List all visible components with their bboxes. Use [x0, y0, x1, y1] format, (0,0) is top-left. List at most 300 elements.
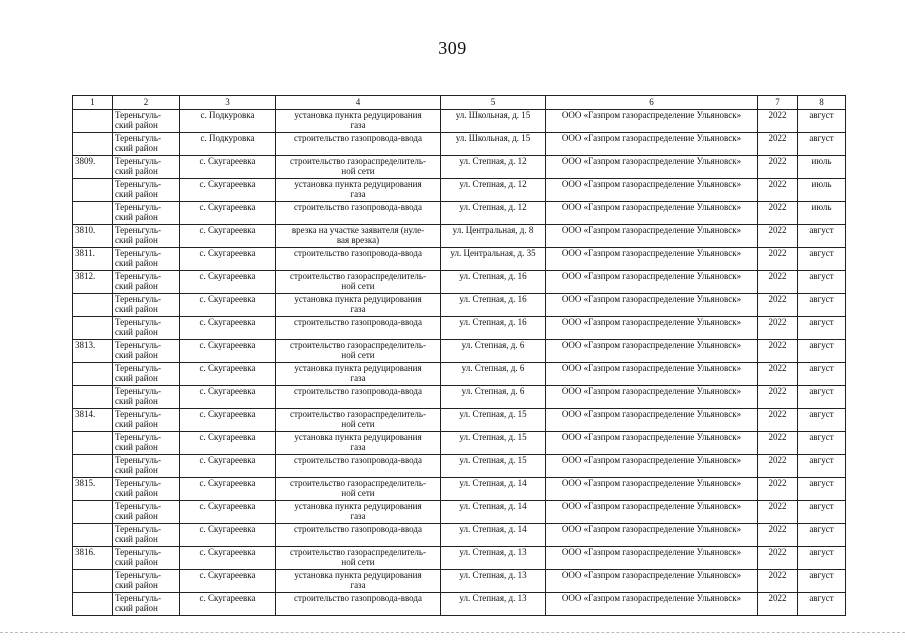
row-number: [73, 110, 113, 133]
region-cell: [113, 225, 180, 248]
month-cell-text: август: [809, 547, 834, 557]
region-cell: [113, 133, 180, 156]
region-cell-text: Тереньгуль-: [115, 271, 161, 281]
year-cell-text: 2022: [768, 547, 787, 557]
organization-cell-text: ООО «Газпром газораспределение Ульяновск»: [561, 593, 742, 603]
region-cell: [113, 386, 180, 409]
work-cell: [276, 501, 441, 524]
row-number-text: 3811.: [75, 248, 95, 258]
settlement-cell-text: с. Скугареевка: [199, 432, 256, 442]
table-row: [73, 432, 846, 455]
address-cell: [441, 294, 546, 317]
work-cell-text: ной сети: [341, 281, 375, 291]
settlement-cell: [180, 225, 276, 248]
table-row: [73, 455, 846, 478]
table-row: [73, 340, 846, 363]
settlement-cell-text: с. Скугареевка: [199, 317, 256, 327]
year-cell: [758, 179, 798, 202]
region-cell-text: Тереньгуль-: [115, 386, 161, 396]
work-cell: [276, 294, 441, 317]
region-cell-text: ский район: [115, 143, 158, 153]
work-cell-text: установка пункта редуцирования: [294, 110, 422, 120]
region-cell: [113, 363, 180, 386]
year-cell: [758, 478, 798, 501]
settlement-cell-text: с. Скугареевка: [199, 340, 256, 350]
row-number: [73, 432, 113, 455]
month-cell: [798, 133, 846, 156]
table-row: [73, 133, 846, 156]
region-cell-text: ский район: [115, 603, 158, 613]
year-cell-text: 2022: [768, 156, 787, 166]
work-cell-text: строительство газопровода-ввода: [294, 386, 422, 396]
organization-cell: [546, 409, 758, 432]
organization-cell: [546, 156, 758, 179]
year-cell-text: 2022: [768, 478, 787, 488]
address-cell-text: ул. Степная, д. 15: [459, 432, 527, 442]
organization-cell-text: ООО «Газпром газораспределение Ульяновск»: [561, 340, 742, 350]
organization-cell-text: ООО «Газпром газораспределение Ульяновск»: [561, 524, 742, 534]
address-cell-text: ул. Степная, д. 13: [459, 593, 527, 603]
month-cell: [798, 156, 846, 179]
year-cell: [758, 501, 798, 524]
organization-cell: [546, 340, 758, 363]
work-cell-text: газа: [350, 580, 366, 590]
region-cell-text: Тереньгуль-: [115, 501, 161, 511]
address-cell: [441, 501, 546, 524]
settlement-cell-text: с. Скугареевка: [199, 294, 256, 304]
month-cell: [798, 317, 846, 340]
address-cell: [441, 547, 546, 570]
table-row: [73, 409, 846, 432]
organization-cell-text: ООО «Газпром газораспределение Ульяновск»: [561, 225, 742, 235]
year-cell-text: 2022: [768, 179, 787, 189]
month-cell: [798, 524, 846, 547]
work-cell: [276, 271, 441, 294]
address-cell-text: ул. Степная, д. 16: [459, 317, 527, 327]
month-cell: [798, 340, 846, 363]
organization-cell: [546, 225, 758, 248]
month-cell-text: август: [809, 363, 834, 373]
settlement-cell-text: с. Скугареевка: [199, 156, 256, 166]
settlement-cell: [180, 547, 276, 570]
work-cell: [276, 156, 441, 179]
address-cell: [441, 593, 546, 616]
row-number-text: 3810.: [75, 225, 96, 235]
work-cell: [276, 593, 441, 616]
work-cell-text: строительство газопровода-ввода: [294, 524, 422, 534]
work-cell-text: установка пункта редуцирования: [294, 179, 422, 189]
year-cell: [758, 317, 798, 340]
work-cell-text: строительство газораспределитель-: [289, 547, 426, 557]
year-cell-text: 2022: [768, 409, 787, 419]
work-cell-text: строительство газораспределитель-: [289, 156, 426, 166]
address-cell-text: ул. Степная, д. 12: [459, 179, 527, 189]
row-number-text: 3815.: [75, 478, 96, 488]
region-cell: [113, 110, 180, 133]
organization-cell: [546, 455, 758, 478]
settlement-cell: [180, 110, 276, 133]
region-cell: [113, 501, 180, 524]
year-cell-text: 2022: [768, 294, 787, 304]
row-number: [73, 570, 113, 593]
address-cell-text: ул. Степная, д. 6: [461, 340, 525, 350]
organization-cell-text: ООО «Газпром газораспределение Ульяновск»: [561, 501, 742, 511]
year-cell-text: 2022: [768, 340, 787, 350]
work-cell-text: строительство газораспределитель-: [289, 271, 426, 281]
row-number: [73, 294, 113, 317]
settlement-cell-text: с. Скугареевка: [199, 455, 256, 465]
table-row: [73, 110, 846, 133]
table-row: [73, 386, 846, 409]
region-cell: [113, 294, 180, 317]
month-cell-text: август: [809, 248, 834, 258]
settlement-cell-text: с. Скугареевка: [199, 501, 256, 511]
row-number: [73, 133, 113, 156]
organization-cell: [546, 202, 758, 225]
address-cell-text: ул. Степная, д. 6: [461, 363, 525, 373]
region-cell-text: Тереньгуль-: [115, 547, 161, 557]
settlement-cell: [180, 501, 276, 524]
region-cell: [113, 271, 180, 294]
organization-cell: [546, 524, 758, 547]
organization-cell: [546, 432, 758, 455]
settlement-cell-text: с. Скугареевка: [199, 202, 256, 212]
work-cell-text: ной сети: [341, 350, 375, 360]
work-cell: [276, 524, 441, 547]
work-cell-text: газа: [350, 120, 366, 130]
work-cell: [276, 386, 441, 409]
year-cell: [758, 271, 798, 294]
year-cell: [758, 593, 798, 616]
address-cell: [441, 455, 546, 478]
settlement-cell-text: с. Скугареевка: [199, 409, 256, 419]
month-cell-text: август: [809, 501, 834, 511]
row-number-text: 3816.: [75, 547, 96, 557]
work-cell-text: ной сети: [341, 488, 375, 498]
region-cell: [113, 156, 180, 179]
organization-cell-text: ООО «Газпром газораспределение Ульяновск»: [561, 409, 742, 419]
address-cell: [441, 133, 546, 156]
address-cell: [441, 110, 546, 133]
region-cell-text: ский район: [115, 120, 158, 130]
work-cell-text: установка пункта редуцирования: [294, 570, 422, 580]
region-cell: [113, 570, 180, 593]
work-cell-text: установка пункта редуцирования: [294, 363, 422, 373]
work-cell: [276, 110, 441, 133]
month-cell: [798, 294, 846, 317]
year-cell: [758, 110, 798, 133]
month-cell-text: август: [809, 225, 834, 235]
work-cell: [276, 317, 441, 340]
region-cell-text: ский район: [115, 281, 158, 291]
month-cell-text: август: [809, 570, 834, 580]
column-header-3: 3: [180, 96, 276, 110]
year-cell-text: 2022: [768, 133, 787, 143]
year-cell-text: 2022: [768, 593, 787, 603]
settlement-cell-text: с. Подкуровка: [200, 110, 255, 120]
month-cell-text: июль: [811, 179, 832, 189]
month-cell: [798, 455, 846, 478]
address-cell-text: ул. Степная, д. 14: [459, 501, 527, 511]
column-header-1: 1: [73, 96, 113, 110]
table-row: [73, 478, 846, 501]
month-cell-text: август: [809, 593, 834, 603]
work-cell-text: газа: [350, 511, 366, 521]
work-cell-text: газа: [350, 189, 366, 199]
month-cell-text: август: [809, 317, 834, 327]
organization-cell-text: ООО «Газпром газораспределение Ульяновск»: [561, 202, 742, 212]
year-cell: [758, 133, 798, 156]
organization-cell-text: ООО «Газпром газораспределение Ульяновск»: [561, 570, 742, 580]
region-cell-text: Тереньгуль-: [115, 363, 161, 373]
work-cell-text: строительство газопровода-ввода: [294, 593, 422, 603]
organization-cell-text: ООО «Газпром газораспределение Ульяновск»: [561, 386, 742, 396]
settlement-cell-text: с. Скугареевка: [199, 225, 256, 235]
work-cell: [276, 340, 441, 363]
settlement-cell-text: с. Скугареевка: [199, 593, 256, 603]
table-row: [73, 570, 846, 593]
year-cell-text: 2022: [768, 271, 787, 281]
region-cell-text: ский район: [115, 465, 158, 475]
region-cell: [113, 340, 180, 363]
region-cell: [113, 478, 180, 501]
column-header-8: 8: [798, 96, 846, 110]
column-header-4: 4: [276, 96, 441, 110]
row-number: [73, 179, 113, 202]
month-cell-text: август: [809, 432, 834, 442]
organization-cell: [546, 478, 758, 501]
organization-cell: [546, 386, 758, 409]
organization-cell-text: ООО «Газпром газораспределение Ульяновск»: [561, 294, 742, 304]
work-cell: [276, 570, 441, 593]
region-cell-text: Тереньгуль-: [115, 478, 161, 488]
region-cell-text: Тереньгуль-: [115, 524, 161, 534]
address-cell-text: ул. Степная, д. 15: [459, 455, 527, 465]
work-cell: [276, 202, 441, 225]
table-row: [73, 225, 846, 248]
table-row: [73, 179, 846, 202]
month-cell: [798, 570, 846, 593]
month-cell: [798, 179, 846, 202]
work-cell-text: установка пункта редуцирования: [294, 294, 422, 304]
organization-cell: [546, 294, 758, 317]
organization-cell: [546, 570, 758, 593]
settlement-cell: [180, 524, 276, 547]
address-cell: [441, 363, 546, 386]
settlement-cell-text: с. Скугареевка: [199, 547, 256, 557]
region-cell-text: ский район: [115, 235, 158, 245]
region-cell-text: ский район: [115, 488, 158, 498]
register-table: [72, 95, 846, 616]
year-cell: [758, 455, 798, 478]
year-cell-text: 2022: [768, 248, 787, 258]
month-cell-text: август: [809, 455, 834, 465]
region-cell: [113, 432, 180, 455]
organization-cell-text: ООО «Газпром газораспределение Ульяновск»: [561, 455, 742, 465]
work-cell-text: строительство газопровода-ввода: [294, 133, 422, 143]
settlement-cell: [180, 409, 276, 432]
address-cell: [441, 202, 546, 225]
organization-cell-text: ООО «Газпром газораспределение Ульяновск»: [561, 179, 742, 189]
year-cell-text: 2022: [768, 501, 787, 511]
month-cell: [798, 363, 846, 386]
settlement-cell: [180, 133, 276, 156]
region-cell-text: Тереньгуль-: [115, 225, 161, 235]
page-edge-line: [0, 632, 905, 633]
address-cell: [441, 478, 546, 501]
work-cell: [276, 248, 441, 271]
year-cell-text: 2022: [768, 455, 787, 465]
region-cell-text: Тереньгуль-: [115, 570, 161, 580]
column-header-7: 7: [758, 96, 798, 110]
region-cell-text: Тереньгуль-: [115, 409, 161, 419]
settlement-cell: [180, 294, 276, 317]
month-cell-text: июль: [811, 156, 832, 166]
address-cell: [441, 179, 546, 202]
row-number: [73, 248, 113, 271]
work-cell-text: ной сети: [341, 419, 375, 429]
table-row: [73, 202, 846, 225]
organization-cell-text: ООО «Газпром газораспределение Ульяновск»: [561, 271, 742, 281]
work-cell-text: ной сети: [341, 557, 375, 567]
row-number: [73, 317, 113, 340]
organization-cell: [546, 501, 758, 524]
table-row: [73, 363, 846, 386]
year-cell-text: 2022: [768, 524, 787, 534]
organization-cell-text: ООО «Газпром газораспределение Ульяновск»: [561, 156, 742, 166]
work-cell: [276, 547, 441, 570]
month-cell: [798, 202, 846, 225]
year-cell: [758, 156, 798, 179]
address-cell-text: ул. Степная, д. 13: [459, 570, 527, 580]
work-cell-text: строительство газораспределитель-: [289, 340, 426, 350]
month-cell: [798, 547, 846, 570]
region-cell: [113, 455, 180, 478]
region-cell-text: Тереньгуль-: [115, 317, 161, 327]
year-cell: [758, 409, 798, 432]
address-cell: [441, 409, 546, 432]
region-cell-text: Тереньгуль-: [115, 202, 161, 212]
address-cell-text: ул. Степная, д. 16: [459, 271, 527, 281]
row-number: [73, 478, 113, 501]
work-cell-text: газа: [350, 442, 366, 452]
region-cell: [113, 547, 180, 570]
settlement-cell-text: с. Подкуровка: [200, 133, 255, 143]
year-cell: [758, 547, 798, 570]
table-row: [73, 547, 846, 570]
address-cell-text: ул. Степная, д. 14: [459, 524, 527, 534]
year-cell-text: 2022: [768, 110, 787, 120]
month-cell-text: август: [809, 271, 834, 281]
table-row: [73, 501, 846, 524]
month-cell-text: август: [809, 478, 834, 488]
organization-cell: [546, 271, 758, 294]
settlement-cell: [180, 271, 276, 294]
row-number: [73, 524, 113, 547]
region-cell-text: ский район: [115, 258, 158, 268]
region-cell-text: Тереньгуль-: [115, 133, 161, 143]
work-cell: [276, 432, 441, 455]
settlement-cell: [180, 340, 276, 363]
settlement-cell: [180, 432, 276, 455]
region-cell-text: ский район: [115, 442, 158, 452]
settlement-cell-text: с. Скугареевка: [199, 570, 256, 580]
work-cell-text: строительство газораспределитель-: [289, 478, 426, 488]
table-body: [73, 110, 846, 616]
row-number-text: 3813.: [75, 340, 96, 350]
region-cell-text: ский район: [115, 419, 158, 429]
region-cell-text: ский район: [115, 350, 158, 360]
organization-cell: [546, 110, 758, 133]
year-cell-text: 2022: [768, 570, 787, 580]
column-header-5: 5: [441, 96, 546, 110]
organization-cell: [546, 317, 758, 340]
work-cell: [276, 179, 441, 202]
work-cell-text: строительство газораспределитель-: [289, 409, 426, 419]
region-cell-text: ский район: [115, 189, 158, 199]
organization-cell-text: ООО «Газпром газораспределение Ульяновск»: [561, 133, 742, 143]
address-cell: [441, 317, 546, 340]
address-cell: [441, 524, 546, 547]
work-cell-text: строительство газопровода-ввода: [294, 248, 422, 258]
work-cell-text: строительство газопровода-ввода: [294, 455, 422, 465]
organization-cell: [546, 593, 758, 616]
region-cell: [113, 179, 180, 202]
row-number-text: 3809.: [75, 156, 96, 166]
month-cell: [798, 271, 846, 294]
region-cell-text: ский район: [115, 212, 158, 222]
table-row: [73, 248, 846, 271]
month-cell-text: август: [809, 340, 834, 350]
settlement-cell-text: с. Скугареевка: [199, 179, 256, 189]
address-cell: [441, 340, 546, 363]
work-cell: [276, 363, 441, 386]
settlement-cell-text: с. Скугареевка: [199, 524, 256, 534]
settlement-cell: [180, 455, 276, 478]
row-number: [73, 593, 113, 616]
settlement-cell: [180, 593, 276, 616]
address-cell: [441, 386, 546, 409]
settlement-cell: [180, 386, 276, 409]
work-cell-text: строительство газопровода-ввода: [294, 202, 422, 212]
region-cell-text: Тереньгуль-: [115, 340, 161, 350]
work-cell-text: газа: [350, 373, 366, 383]
settlement-cell-text: с. Скугареевка: [199, 478, 256, 488]
year-cell-text: 2022: [768, 432, 787, 442]
month-cell: [798, 409, 846, 432]
address-cell: [441, 156, 546, 179]
work-cell: [276, 225, 441, 248]
organization-cell: [546, 248, 758, 271]
region-cell-text: ский район: [115, 511, 158, 521]
month-cell-text: август: [809, 409, 834, 419]
region-cell-text: Тереньгуль-: [115, 156, 161, 166]
organization-cell-text: ООО «Газпром газораспределение Ульяновск»: [561, 248, 742, 258]
organization-cell-text: ООО «Газпром газораспределение Ульяновск»: [561, 547, 742, 557]
address-cell: [441, 432, 546, 455]
settlement-cell: [180, 317, 276, 340]
region-cell-text: Тереньгуль-: [115, 294, 161, 304]
work-cell: [276, 455, 441, 478]
region-cell: [113, 593, 180, 616]
address-cell: [441, 248, 546, 271]
year-cell: [758, 248, 798, 271]
address-cell-text: ул. Школьная, д. 15: [455, 133, 531, 143]
settlement-cell-text: с. Скугареевка: [199, 386, 256, 396]
region-cell: [113, 409, 180, 432]
region-cell: [113, 248, 180, 271]
row-number: [73, 547, 113, 570]
